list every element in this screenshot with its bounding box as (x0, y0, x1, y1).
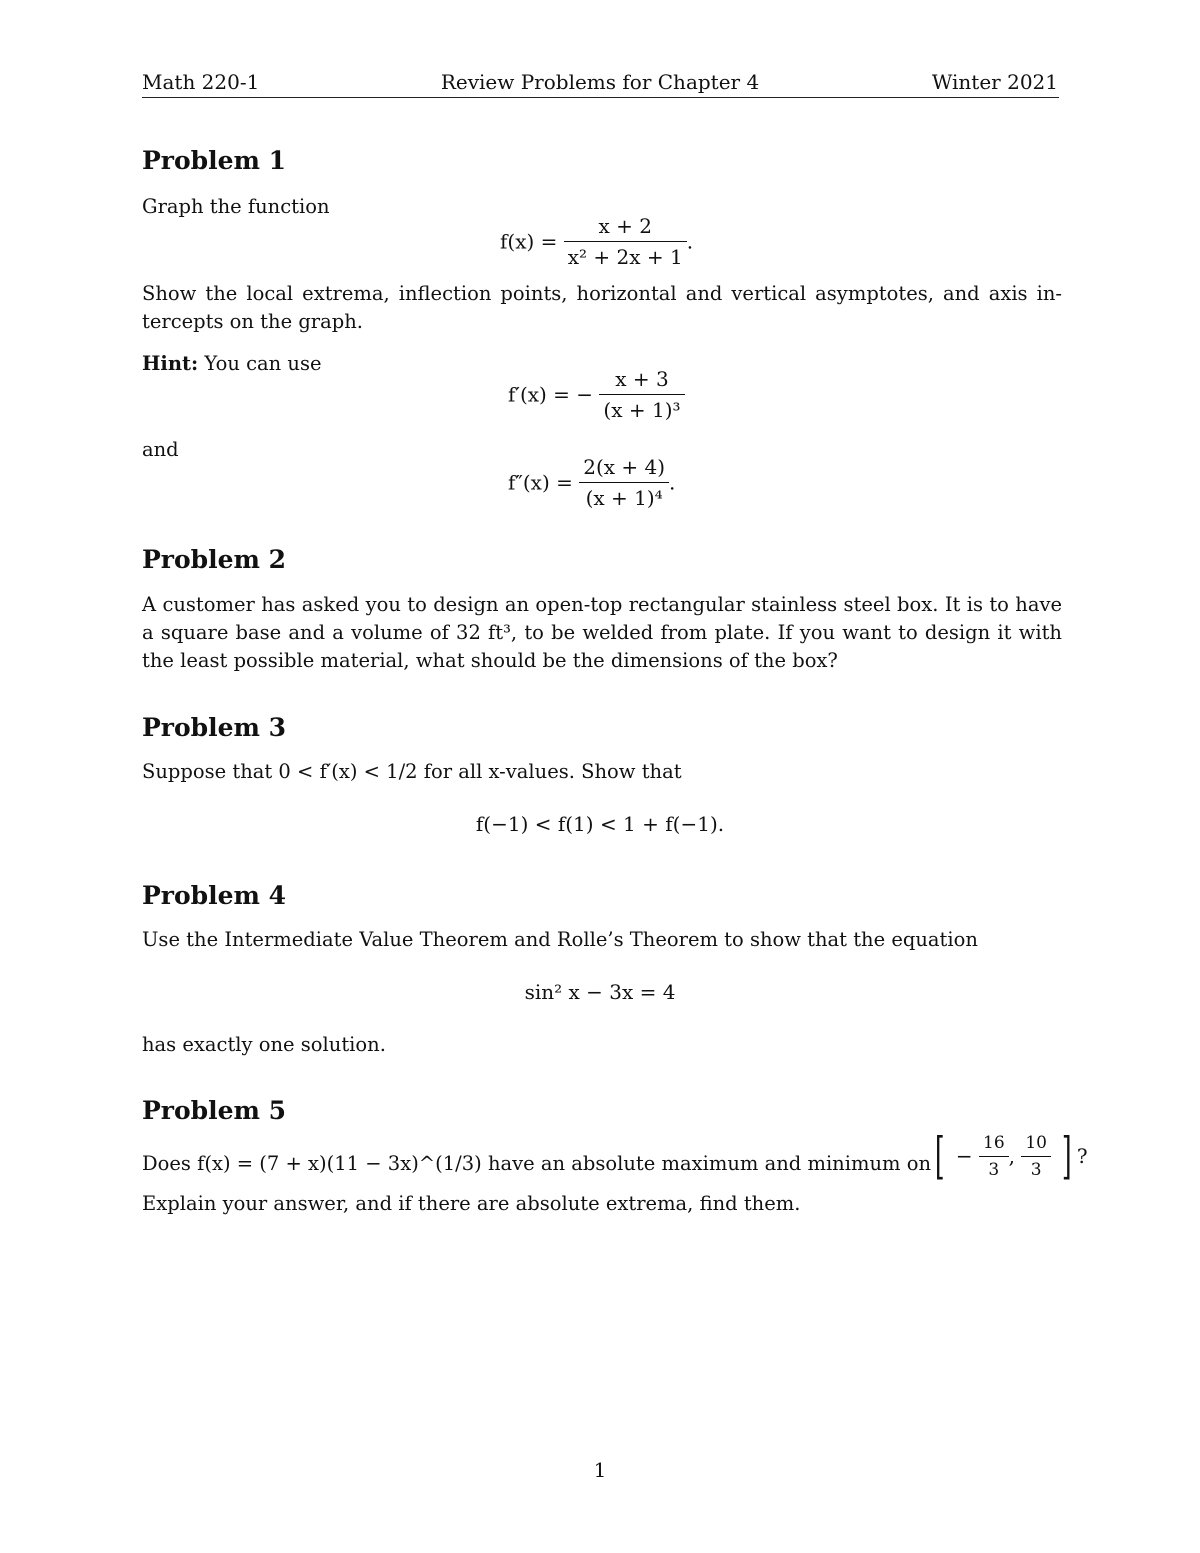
formula-lhs: f″(x) = (508, 470, 573, 495)
right-bracket: ] (1062, 1127, 1072, 1185)
problem-2-body: A customer has asked you to design an open-top rectangular stainless steel box. It is to have a square base and a volume of 32 ft³, to be welded from plate. If you want to design it with the least possible material, what should be the dimensions of the box? (142, 593, 1062, 672)
problem-5-title: Problem 5 (142, 1096, 287, 1125)
problem-1-formula-f (500, 214, 693, 269)
formula-numerator: x + 3 (599, 367, 684, 395)
formula-lhs: f(x) = (500, 229, 558, 254)
problem-1-body: Show the local extrema, inflection points, horizontal and vertical asymptotes, and axis in-tercepts on the graph. (142, 282, 1062, 333)
formula-fraction (564, 214, 687, 269)
formula-lhs: f′(x) = − (508, 382, 594, 407)
problem-1-intro: Graph the function (142, 195, 330, 218)
problem-5-body-start: Does f(x) = (7 + x)(11 − 3x)^(1/3) have an absolute maximum and minimum on (142, 1152, 932, 1175)
problem-3-body: Suppose that 0 < f′(x) < 1/2 for all x-values. Show that (142, 760, 682, 783)
header-rule (142, 97, 1059, 98)
hint-label: Hint: (142, 352, 199, 375)
header-course: Math 220-1 (142, 70, 260, 94)
formula-numerator: 2(x + 4) (579, 455, 669, 483)
formula-end: . (686, 229, 694, 254)
problem-2-title: Problem 2 (142, 545, 287, 574)
interval-end-fraction (1021, 1133, 1051, 1180)
problem-1-title: Problem 1 (142, 146, 287, 175)
interval-end-den: 3 (1030, 1159, 1042, 1180)
problem-5-interval (930, 1127, 1088, 1185)
left-bracket: [ (934, 1127, 945, 1185)
problem-4-after: has exactly one solution. (142, 1033, 386, 1056)
problem-5-body-end: Explain your answer, and if there are absolute extrema, find them. (142, 1192, 801, 1215)
problem-4-body: Use the Intermediate Value Theorem and Rolle’s Theorem to show that the equation (142, 928, 978, 951)
problem-1-formula-fdoubleprime (508, 455, 675, 510)
header-title: Review Problems for Chapter 4 (440, 70, 760, 94)
problem-3-formula: f(−1) < f(1) < 1 + f(−1). (475, 812, 725, 836)
interval-end-num: 10 (1021, 1133, 1051, 1157)
hint-text: You can use (204, 352, 322, 375)
header-term: Winter 2021 (931, 70, 1058, 94)
formula-denominator: (x + 1)⁴ (585, 486, 663, 510)
problem-4-formula: sin² x − 3x = 4 (524, 980, 676, 1004)
formula-fraction (579, 455, 669, 510)
formula-denominator: (x + 1)³ (603, 398, 681, 422)
interval-start-den: 3 (988, 1159, 1000, 1180)
problem-1-and: and (142, 438, 179, 461)
problem-1-formula-fprime (508, 367, 685, 422)
formula-fraction (599, 367, 684, 422)
interval-start-num: 16 (979, 1133, 1009, 1157)
page-number: 1 (593, 1458, 607, 1482)
problem-4-title: Problem 4 (142, 881, 287, 910)
formula-numerator: x + 2 (564, 214, 687, 242)
formula-end: . (669, 470, 676, 495)
problem-1-hint (142, 350, 322, 378)
problem-3-title: Problem 3 (142, 713, 287, 742)
comma: , (1008, 1144, 1015, 1168)
minus-sign: − (955, 1144, 973, 1168)
interval-end-mark: ? (1076, 1144, 1088, 1168)
interval-start-fraction (979, 1133, 1009, 1180)
formula-denominator: x² + 2x + 1 (567, 245, 683, 269)
